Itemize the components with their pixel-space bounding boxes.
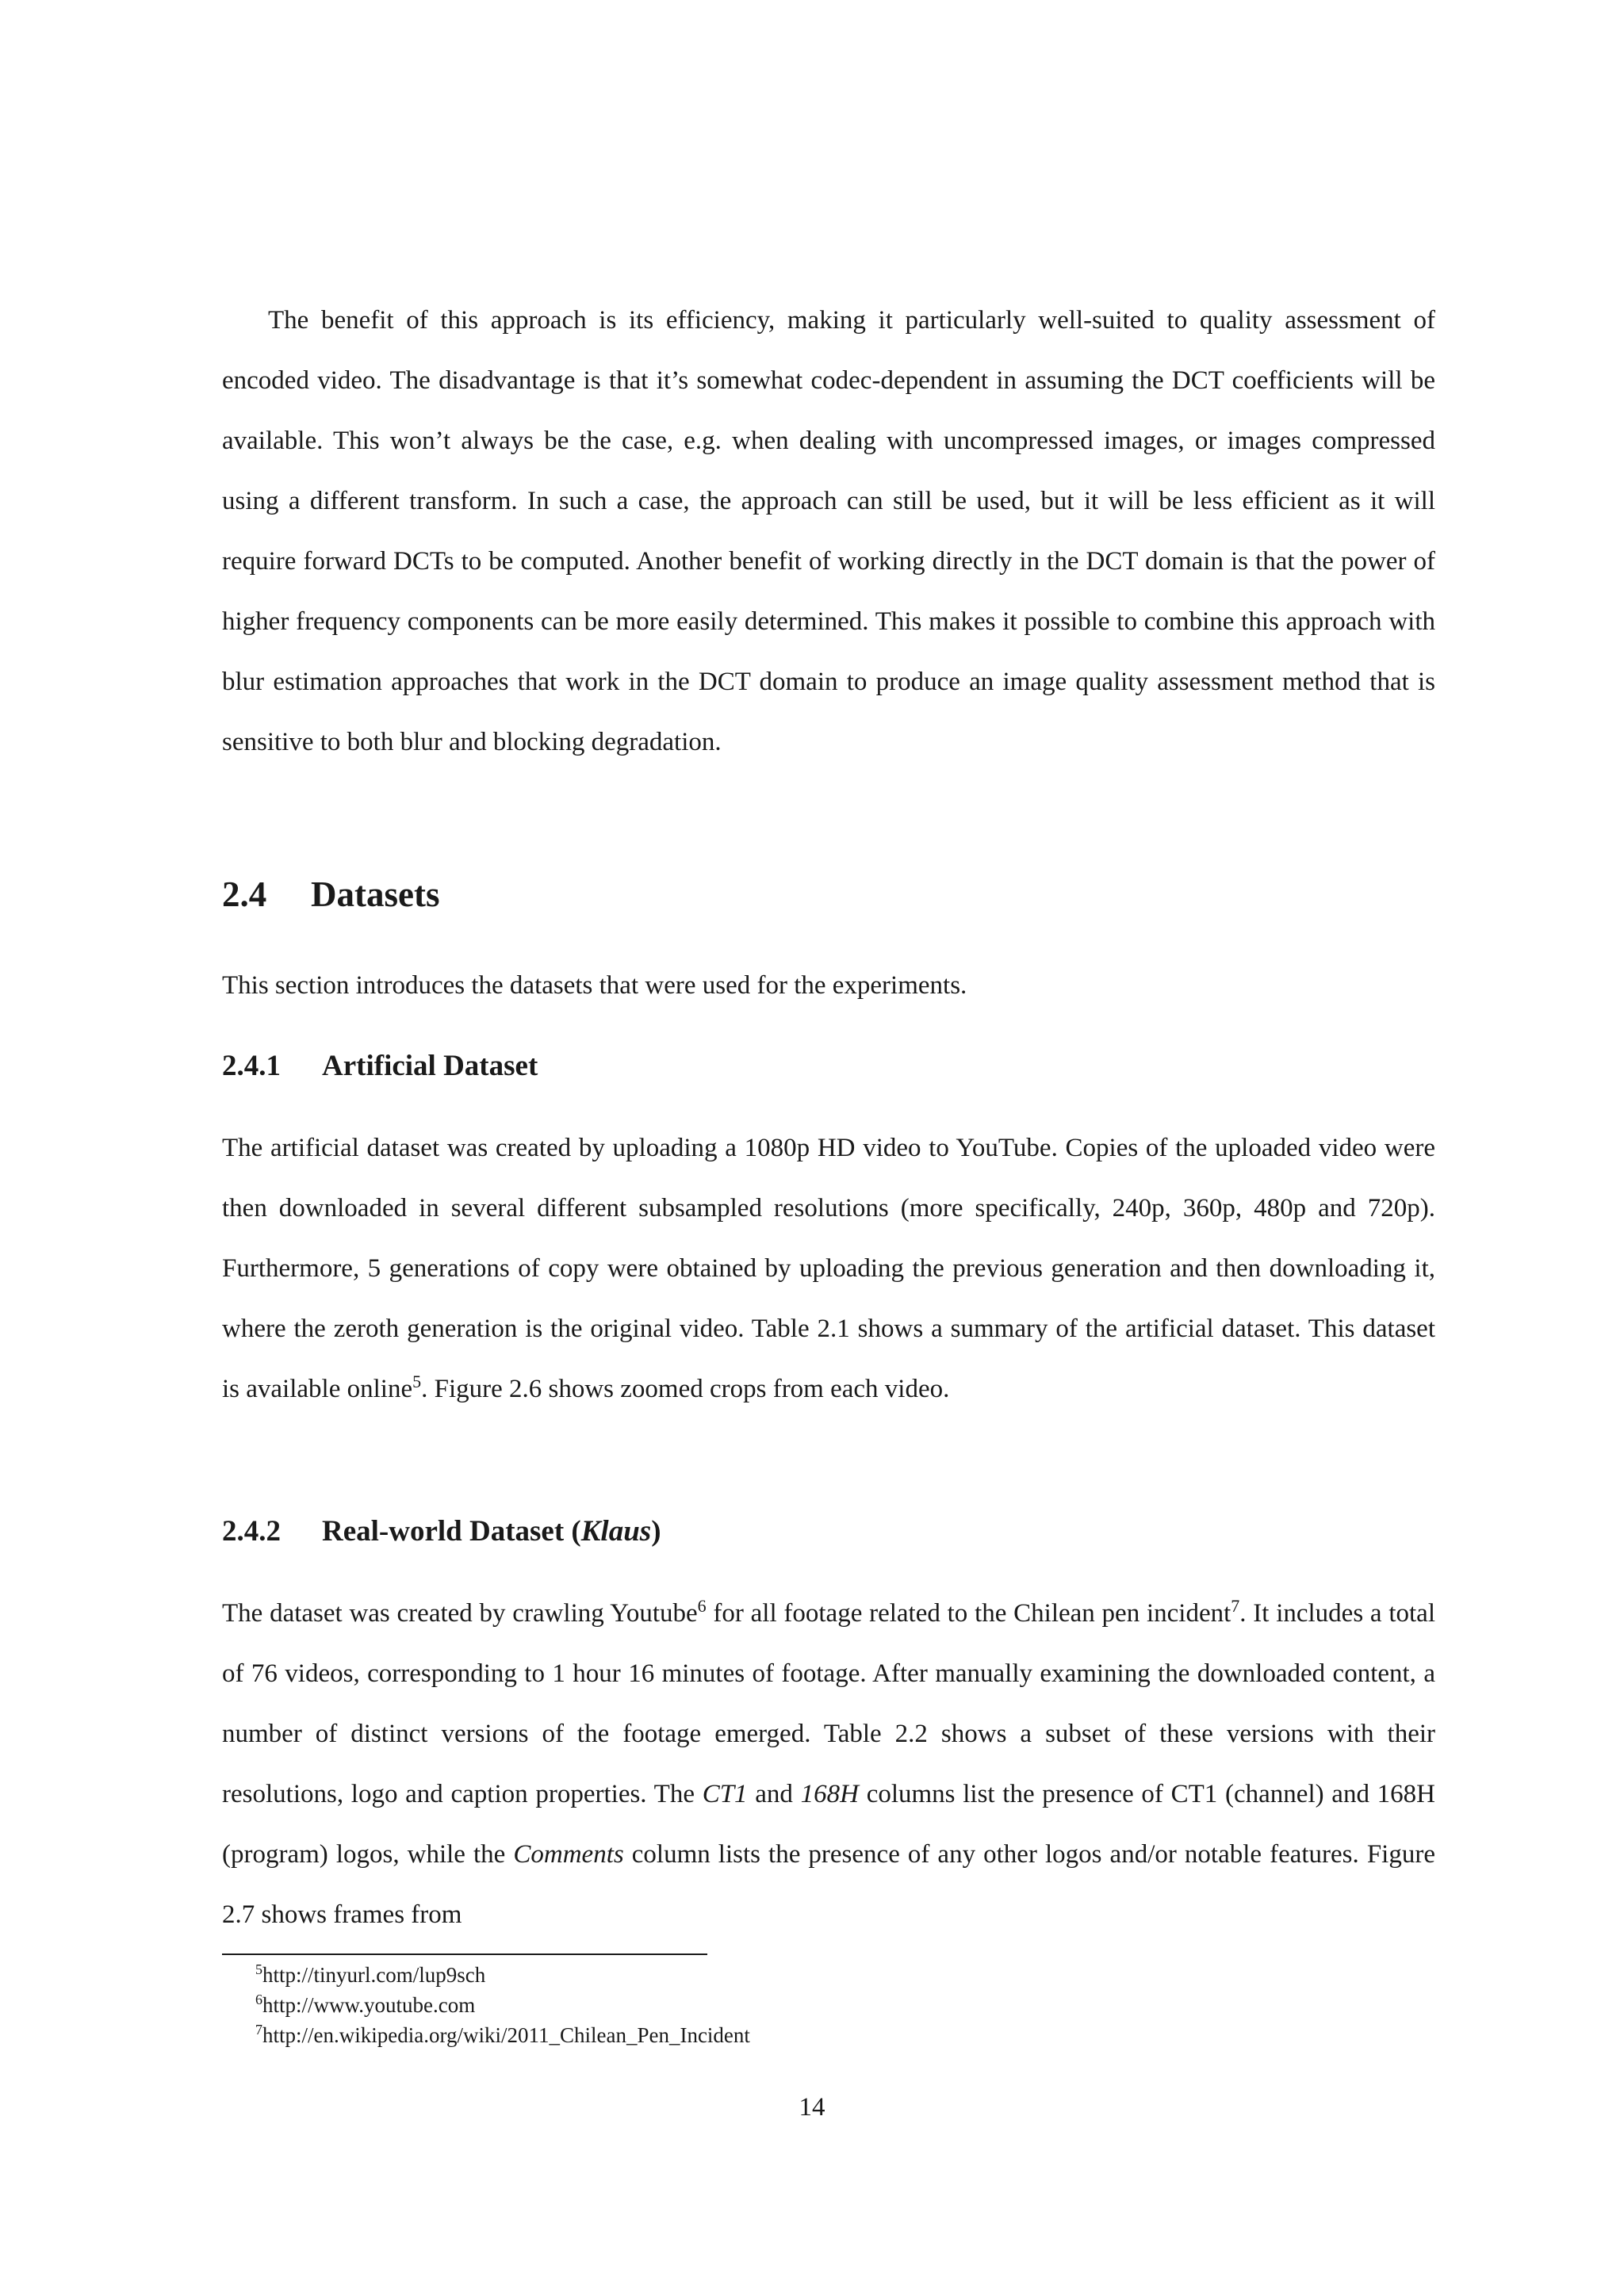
section-heading [222, 871, 439, 918]
footnote-link[interactable]: http://en.wikipedia.org/wiki/2011_Chilean_Pen_Incident [262, 2023, 750, 2047]
paragraph-text: . It includes a total of 76 videos, corresponding to 1 hour 16 minutes of footage. After manually examining the downloaded content, a number of distinct versions of the footage emerged. Table 2.2 shows a subset of these versions with their resolutions, logo and caption properties. The [222, 1599, 1435, 1808]
footnote-mark: 5 [412, 1372, 422, 1391]
italic-term: CT1 [702, 1780, 748, 1808]
footnote-mark: 7 [1231, 1596, 1240, 1616]
section-title: Datasets [311, 874, 440, 914]
footnote [255, 1990, 750, 2020]
paragraph-text: and [747, 1780, 801, 1808]
footnote-divider [222, 1954, 707, 1955]
subsection-title: Artificial Dataset [322, 1050, 538, 1082]
section-intro-block [222, 955, 1435, 1016]
subsection-heading-real-world [222, 1512, 661, 1552]
paragraph-text: column lists the presence of any other logos and/or notable features. Figure 2.7 shows frames from [222, 1840, 1435, 1929]
paragraph-text: The dataset was created by crawling Youtube [222, 1599, 698, 1628]
subsection-number: 2.4.2 [222, 1515, 281, 1548]
footnote-mark: 7 [255, 2022, 262, 2038]
intro-paragraph: The benefit of this approach is its efficiency, making it particularly well-suited to quality assessment of encoded video. The disadvantage is that it’s somewhat codec-dependent in assuming the DCT coefficients will be available. This won’t always be the case, e.g. when dealing with uncompressed images, or images compressed using a different transform. In such a case, the approach can still be used, but it will be less efficient as it will require forward DCTs to be computed. Another benefit of working directly in the DCT domain is that the power of higher frequency components can be more easily determined. This makes it possible to combine this approach with blur estimation approaches that work in the DCT domain to produce an image quality assessment method that is sensitive to both blur and blocking degradation. [222, 306, 1435, 756]
page-number: 14 [799, 2093, 825, 2122]
artificial-dataset-paragraph [222, 1118, 1435, 1419]
real-world-dataset-paragraph [222, 1583, 1435, 1945]
footnote-mark: 6 [697, 1596, 707, 1616]
italic-term: 168H [800, 1780, 859, 1808]
paragraph-text: The artificial dataset was created by uploading a 1080p HD video to YouTube. Copies of the uploaded video were then downloaded in several different subsampled resolutions (more specifically, 240p, 360p, 480p and 720p). Furthermore, 5 generations of copy were obtained by uploading the previous generation and then downloading it, where the zeroth generation is the original video. Table 2.1 shows a summary of the artificial dataset. This dataset is available online [222, 1134, 1435, 1403]
italic-term: Comments [513, 1840, 624, 1869]
subsection-number: 2.4.1 [222, 1050, 281, 1082]
section-intro: This section introduces the datasets that were used for the experiments. [222, 971, 967, 1000]
subsection-title-prefix: Real-world Dataset ( [322, 1515, 581, 1548]
footnote-mark: 5 [255, 1961, 262, 1977]
paragraph-text: for all footage related to the Chilean pen incident [706, 1599, 1231, 1628]
paragraph-text: columns list the presence of CT1 (channel) and 168H (program) logos, while the [222, 1780, 1435, 1869]
subsection-title-suffix: ) [651, 1515, 661, 1548]
artificial-dataset-block [222, 1118, 1435, 1419]
footnote [255, 2020, 750, 2050]
intro-paragraph-block [222, 290, 1435, 772]
footnote-mark: 6 [255, 1992, 262, 2007]
paragraph-text: . Figure 2.6 shows zoomed crops from each video. [421, 1375, 950, 1403]
footnotes [255, 1960, 750, 2050]
section-number: 2.4 [222, 874, 267, 914]
subsection-title-italic: Klaus [580, 1515, 652, 1548]
footnote [255, 1960, 750, 1990]
footnote-link[interactable]: http://tinyurl.com/lup9sch [262, 1963, 486, 1987]
footnote-link[interactable]: http://www.youtube.com [262, 1993, 476, 2017]
real-world-dataset-block [222, 1583, 1435, 1945]
subsection-heading-artificial [222, 1047, 538, 1086]
